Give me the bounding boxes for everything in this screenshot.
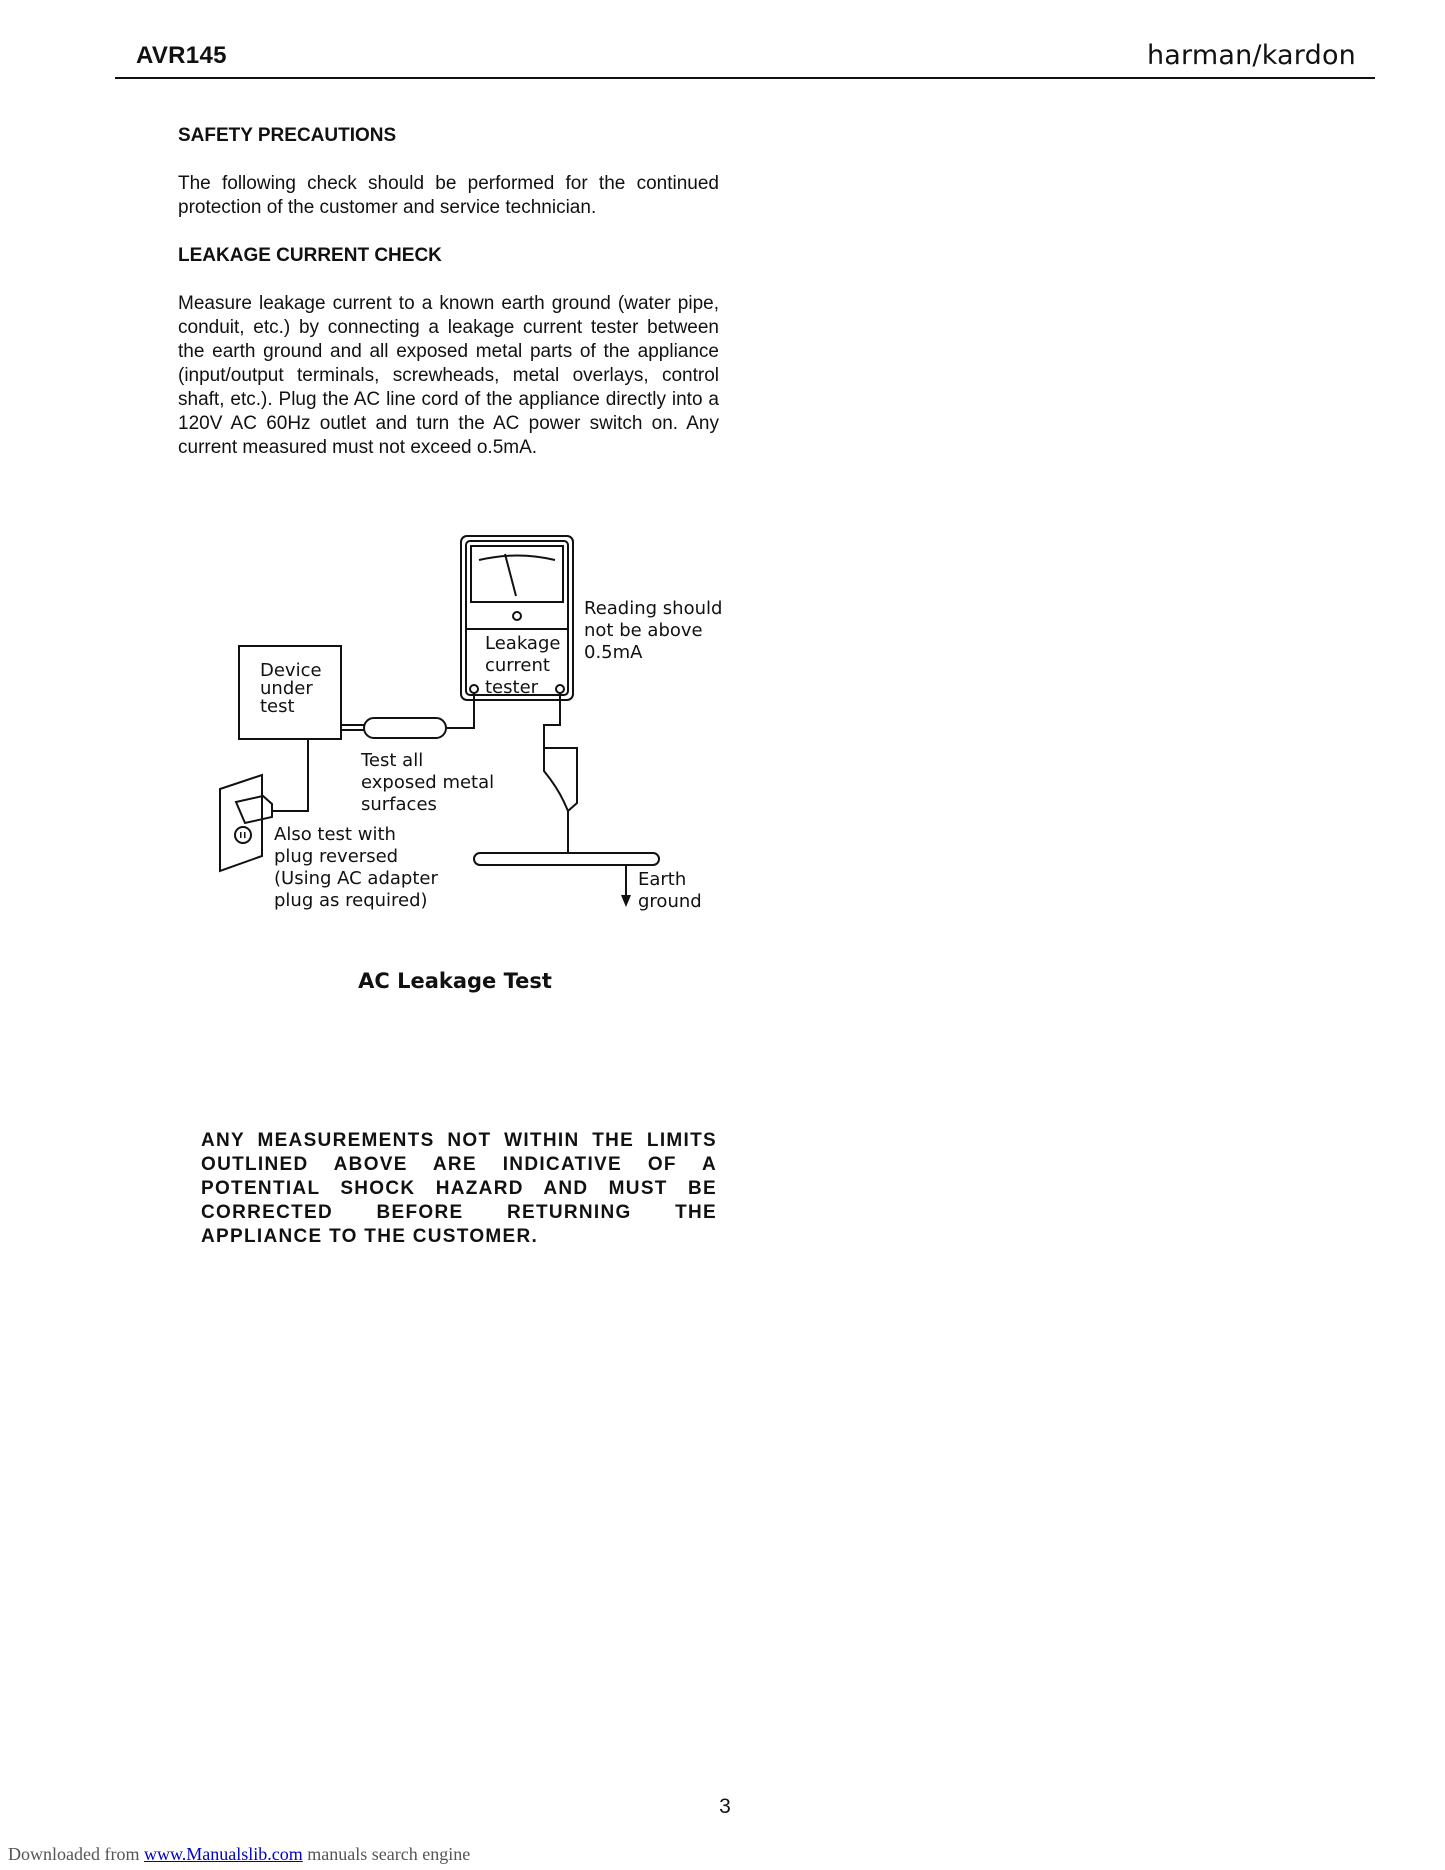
device-label: Device under test (260, 660, 322, 717)
manualslib-link[interactable]: www.Manualslib.com (143, 1844, 303, 1864)
leakage-body: Measure leakage current to a known earth ground (water pipe, conduit, etc.) by connecting a leakage current tester between the earth ground and all exposed metal parts of the appliance (input/output terminals, screwheads, metal overlays, control shaft, etc.). Plug the AC line cord of the appliance directly into a 120V AC 60Hz outlet and turn the AC power switch on. Any current measured must not exceed o.5mA. (178, 293, 719, 458)
header-divider (115, 77, 1375, 79)
figure-caption: AC Leakage Test (358, 969, 552, 993)
meter-dial-window (471, 546, 563, 602)
reading-note: Reading should not be above 0.5mA (584, 598, 723, 663)
tester-label: Leakage current tester (485, 633, 561, 698)
leakage-heading: LEAKAGE CURRENT CHECK (178, 245, 442, 266)
safety-heading: SAFETY PRECAUTIONS (178, 125, 397, 146)
footer-suffix: manuals search engine (307, 1844, 471, 1864)
wall-outlet (220, 775, 262, 871)
meter-needle (505, 554, 516, 596)
safety-intro: The following check should be performed for the continued protection of the customer and service technician. (178, 173, 719, 218)
test-probe (364, 718, 446, 738)
earth-clip (544, 748, 577, 811)
plug-icon (236, 796, 272, 823)
footer-prefix: Downloaded from (8, 1844, 140, 1864)
page-number: 3 (719, 1795, 731, 1818)
earth-pipe (474, 853, 659, 865)
test-note: Test all exposed metal surfaces (361, 750, 495, 815)
plug-note: Also test with plug reversed (Using AC adapter plug as required) (274, 824, 438, 911)
document-model: AVR145 (136, 42, 227, 69)
download-footer (8, 1844, 470, 1865)
brand-logo: harman/kardon (1146, 40, 1356, 71)
warning-notice: ANY MEASUREMENTS NOT WITHIN THE LIMITS OUTLINED ABOVE ARE INDICATIVE OF A POTENTIAL SHOCK HAZARD AND MUST BE CORRECTED BEFORE RETURNING THE APPLIANCE TO THE CUSTOMER. (201, 1130, 717, 1247)
earth-ground-label: Earth ground (638, 869, 702, 912)
ac-leakage-diagram (160, 525, 740, 1005)
